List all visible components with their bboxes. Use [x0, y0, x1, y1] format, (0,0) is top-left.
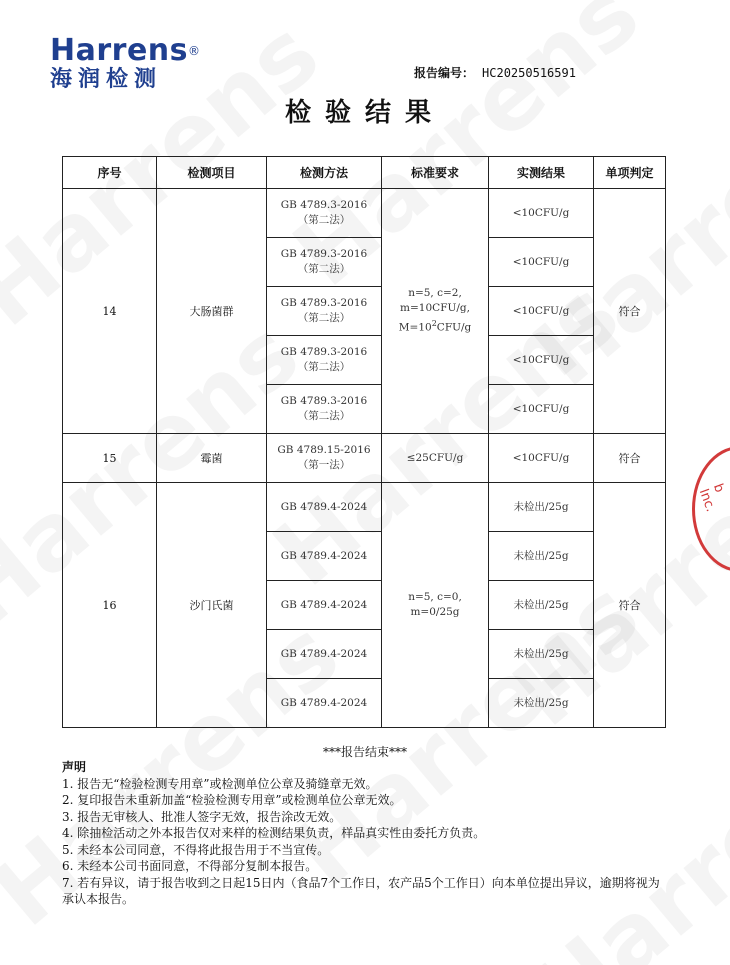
logo-chinese: 海润检测 — [50, 67, 163, 92]
report-number — [414, 64, 576, 81]
seal-text: b Inc. — [695, 481, 727, 514]
method-variant: （第二法） — [297, 361, 351, 373]
test-item: 霉菌 — [157, 434, 267, 483]
measured-result: <10CFU/g — [489, 189, 594, 238]
standard-requirement — [382, 483, 489, 728]
verdict: 符合 — [594, 483, 666, 728]
requirement-unit: CFU/g — [436, 321, 472, 334]
measured-result: 未检出/25g — [489, 630, 594, 679]
row-number: 15 — [63, 434, 157, 483]
method-code: GB 4789.3-2016 — [280, 199, 368, 211]
method-code: GB 4789.3-2016 — [280, 297, 368, 309]
table-row — [63, 189, 666, 238]
declaration-item: 5. 未经本公司同意，不得将此报告用于不当宣传。 — [62, 842, 330, 857]
method-variant: （第二法） — [297, 410, 351, 422]
measured-result: <10CFU/g — [489, 434, 594, 483]
declaration-item: 7. 若有异议，请于报告收到之日起15日内（食品7个工作日，农产品5个工作日）向本单位提出异议，逾期将视为承认本报告。 — [62, 875, 660, 906]
report-end-marker: ***报告结束*** — [322, 745, 407, 759]
page-title: 检验结果 — [284, 98, 445, 128]
report-number-value: HC20250516591 — [482, 66, 576, 80]
col-header-method: 检测方法 — [267, 157, 382, 189]
results-table — [62, 156, 666, 728]
method-variant: （第一法） — [297, 459, 351, 471]
test-method — [267, 189, 382, 238]
requirement-line: m=0/25g — [410, 606, 460, 618]
row-number: 14 — [63, 189, 157, 434]
test-method: GB 4789.4-2024 — [267, 581, 382, 630]
company-logo — [50, 33, 201, 94]
method-code: GB 4789.3-2016 — [280, 248, 368, 260]
measured-result: 未检出/25g — [489, 532, 594, 581]
test-method: GB 4789.4-2024 — [267, 483, 382, 532]
test-method — [267, 336, 382, 385]
requirement-line: m=10CFU/g, — [400, 302, 470, 315]
test-method: GB 4789.4-2024 — [267, 532, 382, 581]
method-code: GB 4789.3-2016 — [280, 395, 368, 407]
declaration-item: 3. 报告无审核人、批准人签字无效，报告涂改无效。 — [62, 809, 342, 824]
measured-result: 未检出/25g — [489, 679, 594, 728]
test-method: GB 4789.4-2024 — [267, 630, 382, 679]
declaration-item: 1. 报告无“检验检测专用章”或检测单位公章及骑缝章无效。 — [62, 776, 378, 791]
verdict: 符合 — [594, 189, 666, 434]
method-variant: （第二法） — [297, 214, 351, 226]
measured-result: <10CFU/g — [489, 336, 594, 385]
requirement-line — [382, 316, 488, 336]
row-number: 16 — [63, 483, 157, 728]
test-item: 沙门氏菌 — [157, 483, 267, 728]
test-method — [267, 287, 382, 336]
report-number-label: 报告编号： — [414, 66, 475, 80]
declaration-item: 2. 复印报告未重新加盖“检验检测专用章”或检测单位公章无效。 — [62, 793, 402, 807]
declaration-item: 6. 未经本公司书面同意，不得部分复制本报告。 — [62, 859, 318, 873]
measured-result: <10CFU/g — [489, 238, 594, 287]
table-header-row — [63, 157, 666, 189]
verdict: 符合 — [594, 434, 666, 483]
col-header-no: 序号 — [63, 157, 157, 189]
measured-result: 未检出/25g — [489, 581, 594, 630]
measured-result: <10CFU/g — [489, 287, 594, 336]
test-method: GB 4789.4-2024 — [267, 679, 382, 728]
col-header-result: 实测结果 — [489, 157, 594, 189]
requirement-base: M=10 — [398, 321, 432, 334]
declaration-heading: 声明 — [62, 760, 87, 774]
method-variant: （第二法） — [297, 263, 351, 275]
method-code: GB 4789.3-2016 — [280, 346, 368, 358]
method-code: GB 4789.15-2016 — [277, 444, 371, 456]
col-header-item: 检测项目 — [157, 157, 267, 189]
measured-result: 未检出/25g — [489, 483, 594, 532]
standard-requirement: ≤25CFU/g — [382, 434, 489, 483]
registered-mark: ® — [188, 44, 201, 58]
table-row — [63, 483, 666, 532]
requirement-line: n=5, c=2, — [408, 287, 462, 300]
table-row — [63, 434, 666, 483]
standard-requirement — [382, 189, 489, 434]
test-method — [267, 238, 382, 287]
declaration-section — [62, 759, 662, 908]
measured-result: <10CFU/g — [489, 385, 594, 434]
test-method — [267, 434, 382, 483]
method-variant: （第二法） — [297, 312, 351, 324]
col-header-requirement: 标准要求 — [382, 157, 489, 189]
requirement-line: n=5, c=0, — [408, 591, 462, 603]
requirement-exponent: 2 — [431, 319, 437, 329]
declaration-item: 4. 除抽检活动之外本报告仅对来样的检测结果负责，样品真实性由委托方负责。 — [62, 826, 486, 840]
col-header-verdict: 单项判定 — [594, 157, 666, 189]
test-method — [267, 385, 382, 434]
logo-name: Harrens — [50, 33, 189, 68]
test-item: 大肠菌群 — [157, 189, 267, 434]
